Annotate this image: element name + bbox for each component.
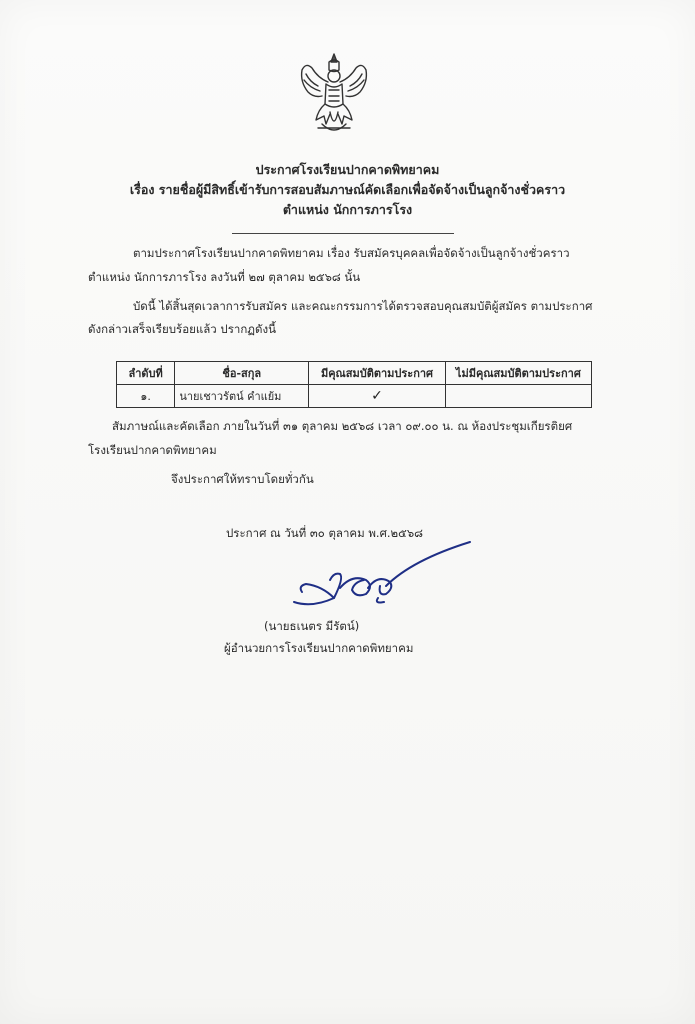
- row-not-qualified: [445, 385, 591, 408]
- row-name: นายเชาวรัตน์ คำแย้ม: [175, 385, 309, 408]
- signer-name: (นายธเนตร มีรัตน์): [264, 619, 360, 633]
- announcement-line: จึงประกาศให้ทราบโดยทั่วกัน: [171, 472, 314, 486]
- title-line-1: ประกาศโรงเรียนปากคาดพิทยาคม: [255, 162, 440, 177]
- header-number: ลำดับที่: [117, 362, 175, 385]
- interview-line-1: สัมภาษณ์และคัดเลือก ภายในวันที่ ๓๑ ตุลาคม ๒๕๖๘ เวลา ๐๙.๐๐ น. ณ ห้องประชุมเกียรติยศ: [112, 419, 573, 433]
- row-qualified-cell: [309, 385, 446, 408]
- signature-image: [282, 538, 482, 618]
- paragraph-1-line-2: ตำแหน่ง นักการภารโรง ลงวันที่ ๒๗ ตุลาคม ๒๕๖๘ นั้น: [88, 270, 361, 284]
- table-header-row: [117, 362, 592, 385]
- signer-title: ผู้อำนวยการโรงเรียนปากคาดพิทยาคม: [224, 641, 414, 655]
- announcement-date: ประกาศ ณ วันที่ ๓๐ ตุลาคม พ.ศ.๒๕๖๘: [226, 526, 423, 540]
- paragraph-2-line-1: บัดนี้ ได้สิ้นสุดเวลาการรับสมัคร และคณะกรรมการได้ตรวจสอบคุณสมบัติผู้สมัคร ตามประกาศ: [133, 299, 593, 313]
- header-qualified: มีคุณสมบัติตามประกาศ: [309, 362, 446, 385]
- title-line-3: ตำแหน่ง นักการภารโรง: [282, 202, 413, 217]
- header-name: ชื่อ-สกุล: [175, 362, 309, 385]
- check-mark-icon: ✓: [371, 388, 383, 404]
- garuda-emblem: [296, 50, 372, 140]
- paragraph-1-line-1: ตามประกาศโรงเรียนปากคาดพิทยาคม เรื่อง รับสมัครบุคคลเพื่อจัดจ้างเป็นลูกจ้างชั่วคราว: [133, 246, 570, 260]
- title-divider: [232, 233, 454, 234]
- title-line-2: เรื่อง รายชื่อผู้มีสิทธิ์เข้ารับการสอบสัมภาษณ์คัดเลือกเพื่อจัดจ้างเป็นลูกจ้างชั่วคราว: [129, 182, 566, 197]
- paragraph-2-line-2: ดังกล่าวเสร็จเรียบร้อยแล้ว ปรากฏดังนี้: [88, 322, 276, 336]
- interview-line-2: โรงเรียนปากคาดพิทยาคม: [88, 443, 217, 457]
- table-row: [117, 385, 592, 408]
- candidate-table: [116, 361, 592, 408]
- row-number: ๑.: [117, 385, 175, 408]
- header-not-qualified: ไม่มีคุณสมบัติตามประกาศ: [445, 362, 591, 385]
